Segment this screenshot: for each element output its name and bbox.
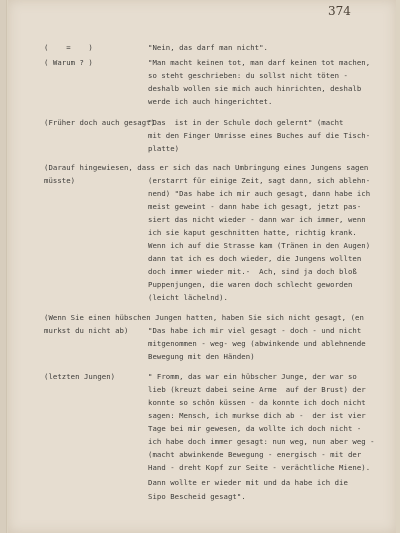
text-line: "Nein, das darf man nicht".: [148, 43, 268, 52]
margin-note: (Darauf hingewiesen, dass er sich das nach Umbringung eines Jungens sagen: [44, 163, 369, 172]
text-line: mitgenommen - weg- weg (abwinkende und ablehnende: [148, 339, 366, 348]
text-line: "Das ist in der Schule doch gelernt" (macht: [148, 118, 344, 127]
margin-note: (Wenn Sie einen hübschen Jungen hatten, haben Sie sich nicht gesagt, (en: [44, 313, 364, 322]
text-line: Sipo Bescheid gesagt".: [148, 492, 246, 501]
text-line: (erstarrt für einige Zeit, sagt dann, sich ablehn-: [148, 176, 371, 185]
margin-note-cont: müsste): [44, 176, 76, 185]
text-line: meist geweint - dann habe ich gesagt, jetzt pas-: [148, 202, 362, 211]
text-line: konnte so schön küssen - da konnte ich doch nicht: [148, 398, 366, 407]
text-line: Tage bei mir gewesen, da wollte ich doch nicht -: [148, 424, 362, 433]
text-line: Puppenjungen, die waren doch schlecht geworden: [148, 280, 353, 289]
text-line: Wenn ich auf die Strasse kam (Tränen in den Augen): [148, 241, 371, 250]
page-number: 374: [328, 4, 351, 18]
text-line: "Man macht keinen tot, man darf keinen tot machen,: [148, 58, 371, 67]
margin-note-cont: murkst du nicht ab): [44, 326, 129, 335]
text-line: Hand - dreht Kopf zur Seite - verächtliche Miene).: [148, 463, 371, 472]
text-line: lieb (kreuzt dabei seine Arme auf der Brust) der: [148, 385, 366, 394]
text-line: ich habe doch immer gesagt: nun weg, nun aber weg -: [148, 437, 375, 446]
text-line: dann tat ich es doch wieder, die Jungens wollten: [148, 254, 362, 263]
text-line: sagen: Mensch, ich murkse dich ab - der ist vier: [148, 411, 366, 420]
margin-note: ( = ): [44, 43, 93, 52]
text-line: platte): [148, 144, 180, 153]
margin-note: (Früher doch auch gesagt): [44, 118, 156, 127]
text-line: doch immer wieder mit.- Ach, sind ja doch bloß: [148, 267, 357, 276]
text-line: mit den Finger Umrisse eines Buches auf die Tisch-: [148, 131, 371, 140]
text-line: Bewegung mit den Händen): [148, 352, 255, 361]
margin-note: ( Warum ? ): [44, 58, 93, 67]
text-line: so steht geschrieben: du sollst nicht töten -: [148, 71, 348, 80]
text-line: "Das habe ich mir viel gesagt - doch - und nicht: [148, 326, 362, 335]
text-line: nend) "Das habe ich mir auch gesagt, dann habe ich: [148, 189, 371, 198]
text-line: " Fromm, das war ein hübscher Junge, der war so: [148, 372, 357, 381]
text-line: (leicht lächelnd).: [148, 293, 228, 302]
text-line: siert das nicht wieder - dann war ich immer, wenn: [148, 215, 366, 224]
text-line: ich sie kaput geschnitten hatte, richtig krank.: [148, 228, 357, 237]
margin-note: (letzten Jungen): [44, 372, 116, 381]
text-line: werde ich auch hingerichtet.: [148, 97, 273, 106]
text-line: (macht abwinkende Bewegung - energisch - mit der: [148, 450, 362, 459]
page-edge: [0, 0, 7, 533]
text-line: Dann wollte er wieder mit und da habe ich die: [148, 478, 348, 487]
text-line: deshalb wollen sie mich auch hinrichten, deshalb: [148, 84, 362, 93]
